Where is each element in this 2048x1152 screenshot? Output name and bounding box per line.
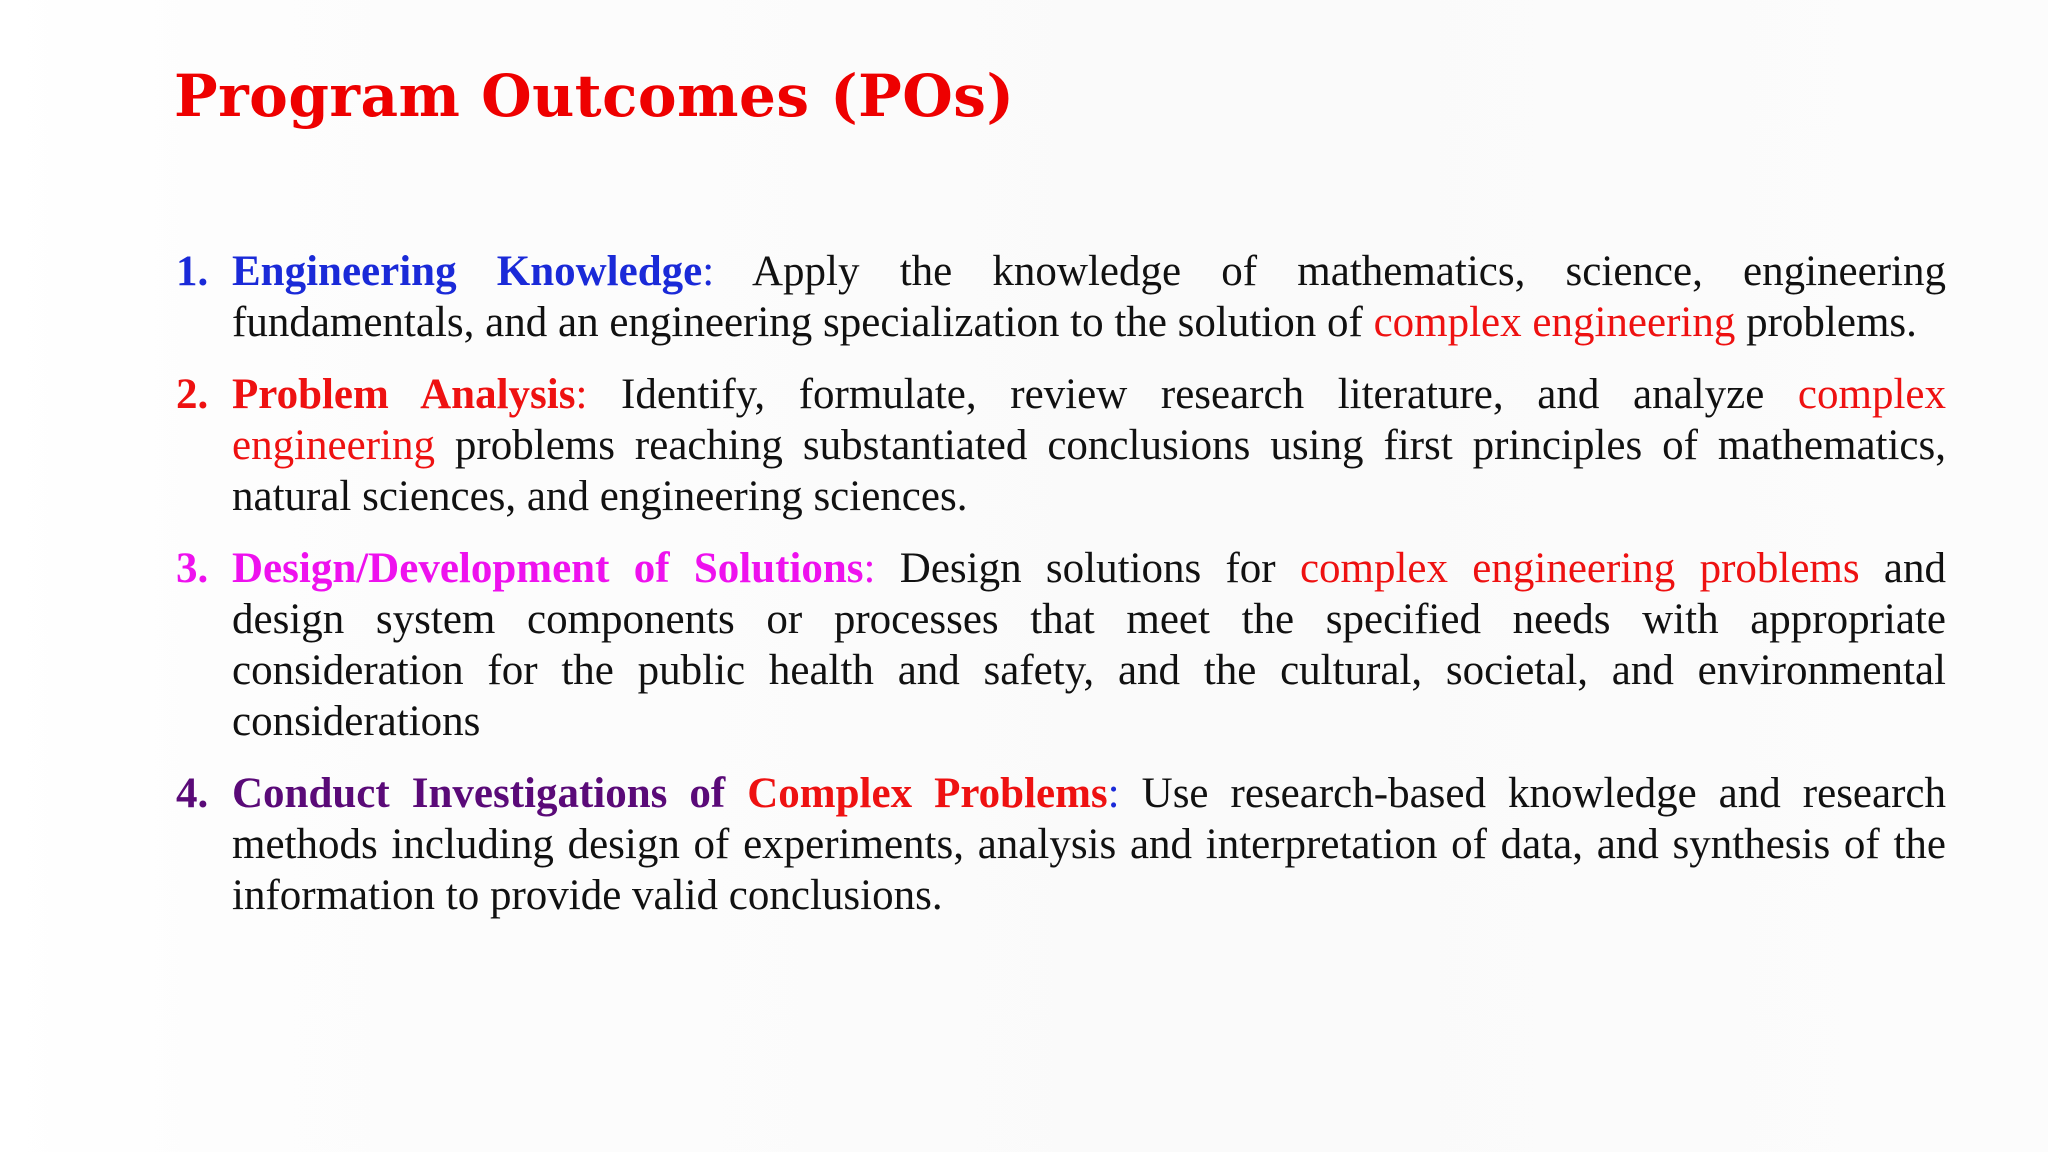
po-number: 3. [176, 545, 209, 592]
po-term: Problem Analysis [232, 371, 576, 418]
po-text-end: problems. [1735, 299, 1917, 346]
po-text: Identify, formulate, review research literature, and analyze [587, 371, 1798, 418]
po-colon: : [1107, 770, 1120, 817]
po-text-end: problems reaching substantiated conclusions using first principles of mathematics, natural sciences, and engineering sciences. [232, 422, 1946, 520]
po-number: 1. [176, 248, 209, 295]
po-term: Engineering Knowledge [232, 248, 703, 295]
po-text-end: and design system components or processes that meet the specified needs with appropriate consideration for the public health and safety, and the cultural, societal, and environmental considerations [232, 545, 1946, 745]
po-highlight: complex engineering [232, 371, 1946, 469]
po-item-problem-analysis [176, 369, 1946, 522]
po-highlight: complex engineering problems [1299, 545, 1860, 592]
po-item-design-development [176, 543, 1946, 747]
po-item-conduct-investigations [176, 768, 1946, 921]
po-number: 4. [176, 770, 209, 817]
po-text: Design solutions for [875, 545, 1300, 592]
po-highlight: complex engineering [1373, 299, 1736, 346]
po-text: Apply the knowledge of mathematics, science, engineering fundamentals, and an engineering specialization to the solution of [232, 248, 1946, 346]
po-colon: : [863, 545, 876, 592]
po-colon: : [702, 248, 715, 295]
po-colon: : [575, 371, 588, 418]
po-term: Design/Development of Solutions [232, 545, 864, 592]
po-item-engineering-knowledge [176, 246, 1946, 348]
po-text: Use research-based knowledge and research methods including design of experiments, analysis and interpretation of data, and synthesis of the information to provide valid conclusions. [232, 770, 1947, 919]
program-outcomes-list [176, 246, 1946, 942]
slide-title: Program Outcomes (POs) [174, 62, 1015, 130]
po-term: Conduct Investigations of [232, 770, 726, 817]
po-term-highlight: Complex Problems [747, 770, 1108, 817]
po-number: 2. [176, 371, 209, 418]
